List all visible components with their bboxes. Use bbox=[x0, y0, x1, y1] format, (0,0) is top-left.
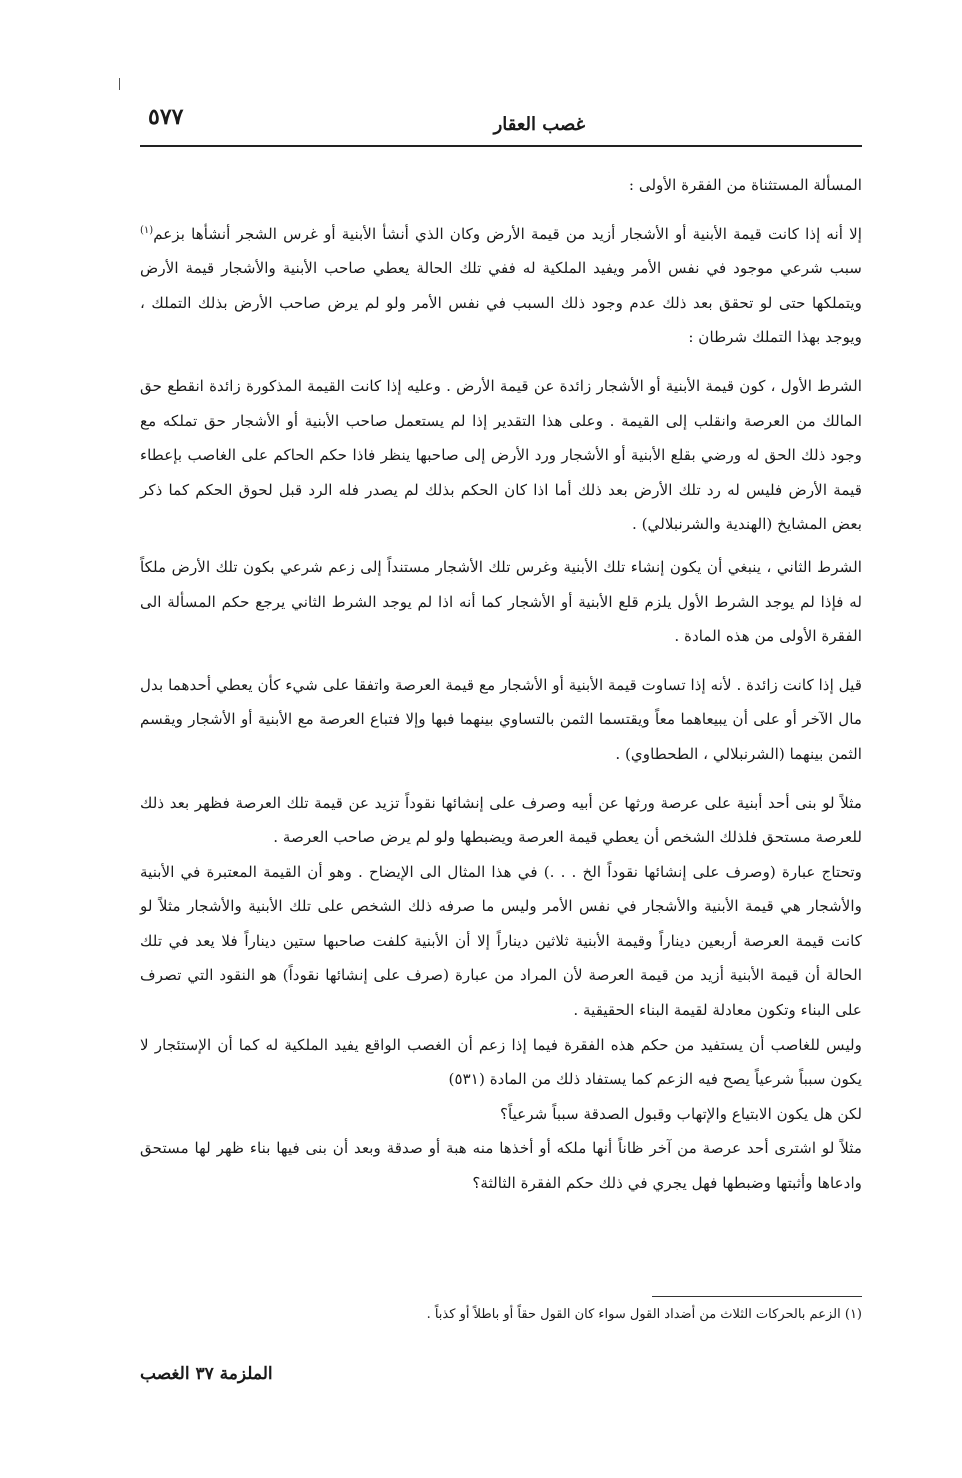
paragraph: لكن هل يكون الابتياع والإتهاب وقبول الصدقة سبباً شرعياً؟ bbox=[499, 1104, 862, 1123]
page-number: ٥٧٧ bbox=[148, 104, 184, 130]
paragraph: الشرط الثاني ، ينبغي أن يكون إنشاء تلك الأبنية وغرس تلك الأشجار مستنداً إلى زعم شرعي بكون تلك الأرض ملكاً له فإذا لم يوجد الشرط الأول يلزم قلع الأبنية أو الأشجار كما أنه اذا لم يوجد الشرط الثاني يرجع حكم المسألة الى الفقرة الأولى من هذه المادة . bbox=[140, 557, 862, 646]
running-title: غصب العقار bbox=[493, 114, 585, 135]
section-heading: المسألة المستثناة من الفقرة الأولى : bbox=[628, 176, 862, 194]
paragraph: مثلاً لو اشترى أحد عرصة من آخر ظاناً أنها ملكه أو أخذها منه هبة أو صدقة وبعد أن بنى فيها بناء ظهر لها مستحق وادعاها وأثبتها وضبطها فهل يجري في ذلك حكم الفقرة الثالثة؟ bbox=[140, 1139, 862, 1193]
signature-mark: الملزمة ٣٧ الغصب bbox=[140, 1364, 273, 1384]
paragraph-text: إلا أنه إذا كانت قيمة الأبنية أو الأشجار أزيد من قيمة الأرض وكان الذي أنشأ الأبنية أو غرس الشجر أنشأها بزعم bbox=[153, 224, 862, 243]
paragraph-text: سبب شرعي موجود في نفس الأمر ويفيد الملكية له ففي تلك الحالة يعطي صاحب الأبنية والأشجار قيمة الأرض ويتملكها حتى لو تحقق بعد ذلك عدم وجود ذلك السبب في نفس الأمر ولو لم يرض صاحب الأرض بذلك التملك ، ويوجد بهذا التملك شرطان : bbox=[140, 259, 862, 347]
scan-mark bbox=[119, 78, 120, 90]
header-divider bbox=[140, 145, 862, 147]
page-body bbox=[140, 168, 862, 1201]
footnote-reference: (١) bbox=[140, 224, 154, 236]
footnote bbox=[140, 1304, 862, 1326]
paragraph: الشرط الأول ، كون قيمة الأبنية أو الأشجار زائدة عن قيمة الأرض . وعليه إذا كانت القيمة المذكورة زائدة انقطع حق المالك من العرصة وانقلب إلى القيمة . وعلى هذا التقدير إذا لم يستعمل صاحب الأبنية أو الأشجار حق تملكه مع وجود ذلك الحق له ورضي بقلع الأبنية أو الأشجار ورد الأرض إلى صاحبها ينظر فاذا حكم الحاكم على الغاصب بإعطاء قيمة الأرض فليس له رد تلك الأرض بعد ذلك أما اذا كان الحكم بذلك لم يصدر فله الرد قبل لحوق الحكم كما ذكر بعض المشايخ (الهندية والشرنبلالي) . bbox=[140, 376, 862, 534]
page-header bbox=[140, 100, 860, 140]
paragraph: وليس للغاصب أن يستفيد من حكم هذه الفقرة فيما إذا زعم أن الغصب الواقع يفيد الملكية له كما أن الإستئجار لا يكون سبباً شرعياً يصح فيه الزعم كما يستفاد ذلك من المادة (٥٣١) bbox=[140, 1035, 862, 1089]
footnote-marker: (١) bbox=[844, 1307, 862, 1322]
paragraph: وتحتاج عبارة (وصرف على إنشائها نقوداً الخ . . .) في هذا المثال الى الإيضاح . وهو أن القيمة المعتبرة في الأبنية والأشجار هي قيمة الأبنية والأشجار في نفس الأمر وليس ما صرفه ذلك الشخص على تلك الأبنية والأشجار مثلاً لو كانت قيمة العرصة أربعين ديناراً وقيمة الأبنية ثلاثين ديناراً إلا أن الأبنية كلفت صاحبها ستين ديناراً فلا يعد في تلك الحالة أن قيمة الأبنية أزيد من قيمة العرصة لأن المراد من عبارة (صرف على إنشائها نقوداً) هو النقود التي تصرف على البناء وتكون معادلة لقيمة البناء الحقيقية . bbox=[140, 862, 862, 1020]
footnote-divider bbox=[652, 1296, 862, 1297]
paragraph bbox=[140, 217, 862, 355]
paragraph: مثلاً لو بنى أحد أبنية على عرصة ورثها عن أبيه وصرف على إنشائها نقوداً تزيد عن قيمة تلك العرصة فظهر بعد ذلك للعرصة مستحق فلذلك الشخص أن يعطي قيمة العرصة ويضبطها ولو لم يرض صاحب العرصة . bbox=[140, 793, 862, 847]
footnote-text: الزعم بالحركات الثلاث من أضداد القول سواء كان القول حقاً أو باطلاً أو كذباً . bbox=[426, 1307, 841, 1322]
paragraph: قيل إذا كانت زائدة . لأنه إذا تساوت قيمة الأبنية أو الأشجار مع قيمة العرصة واتفقا على شيء كأن يعطي أحدهما بدل مال الآخر أو على أن يبيعاهما معاً ويقتسما الثمن بالتساوي بينهما فبها وإلا فتباع العرصة مع الأبنية أو الأشجار ويقسم الثمن بينهما (الشرنبلالي ، الطحطاوي) . bbox=[140, 675, 862, 763]
